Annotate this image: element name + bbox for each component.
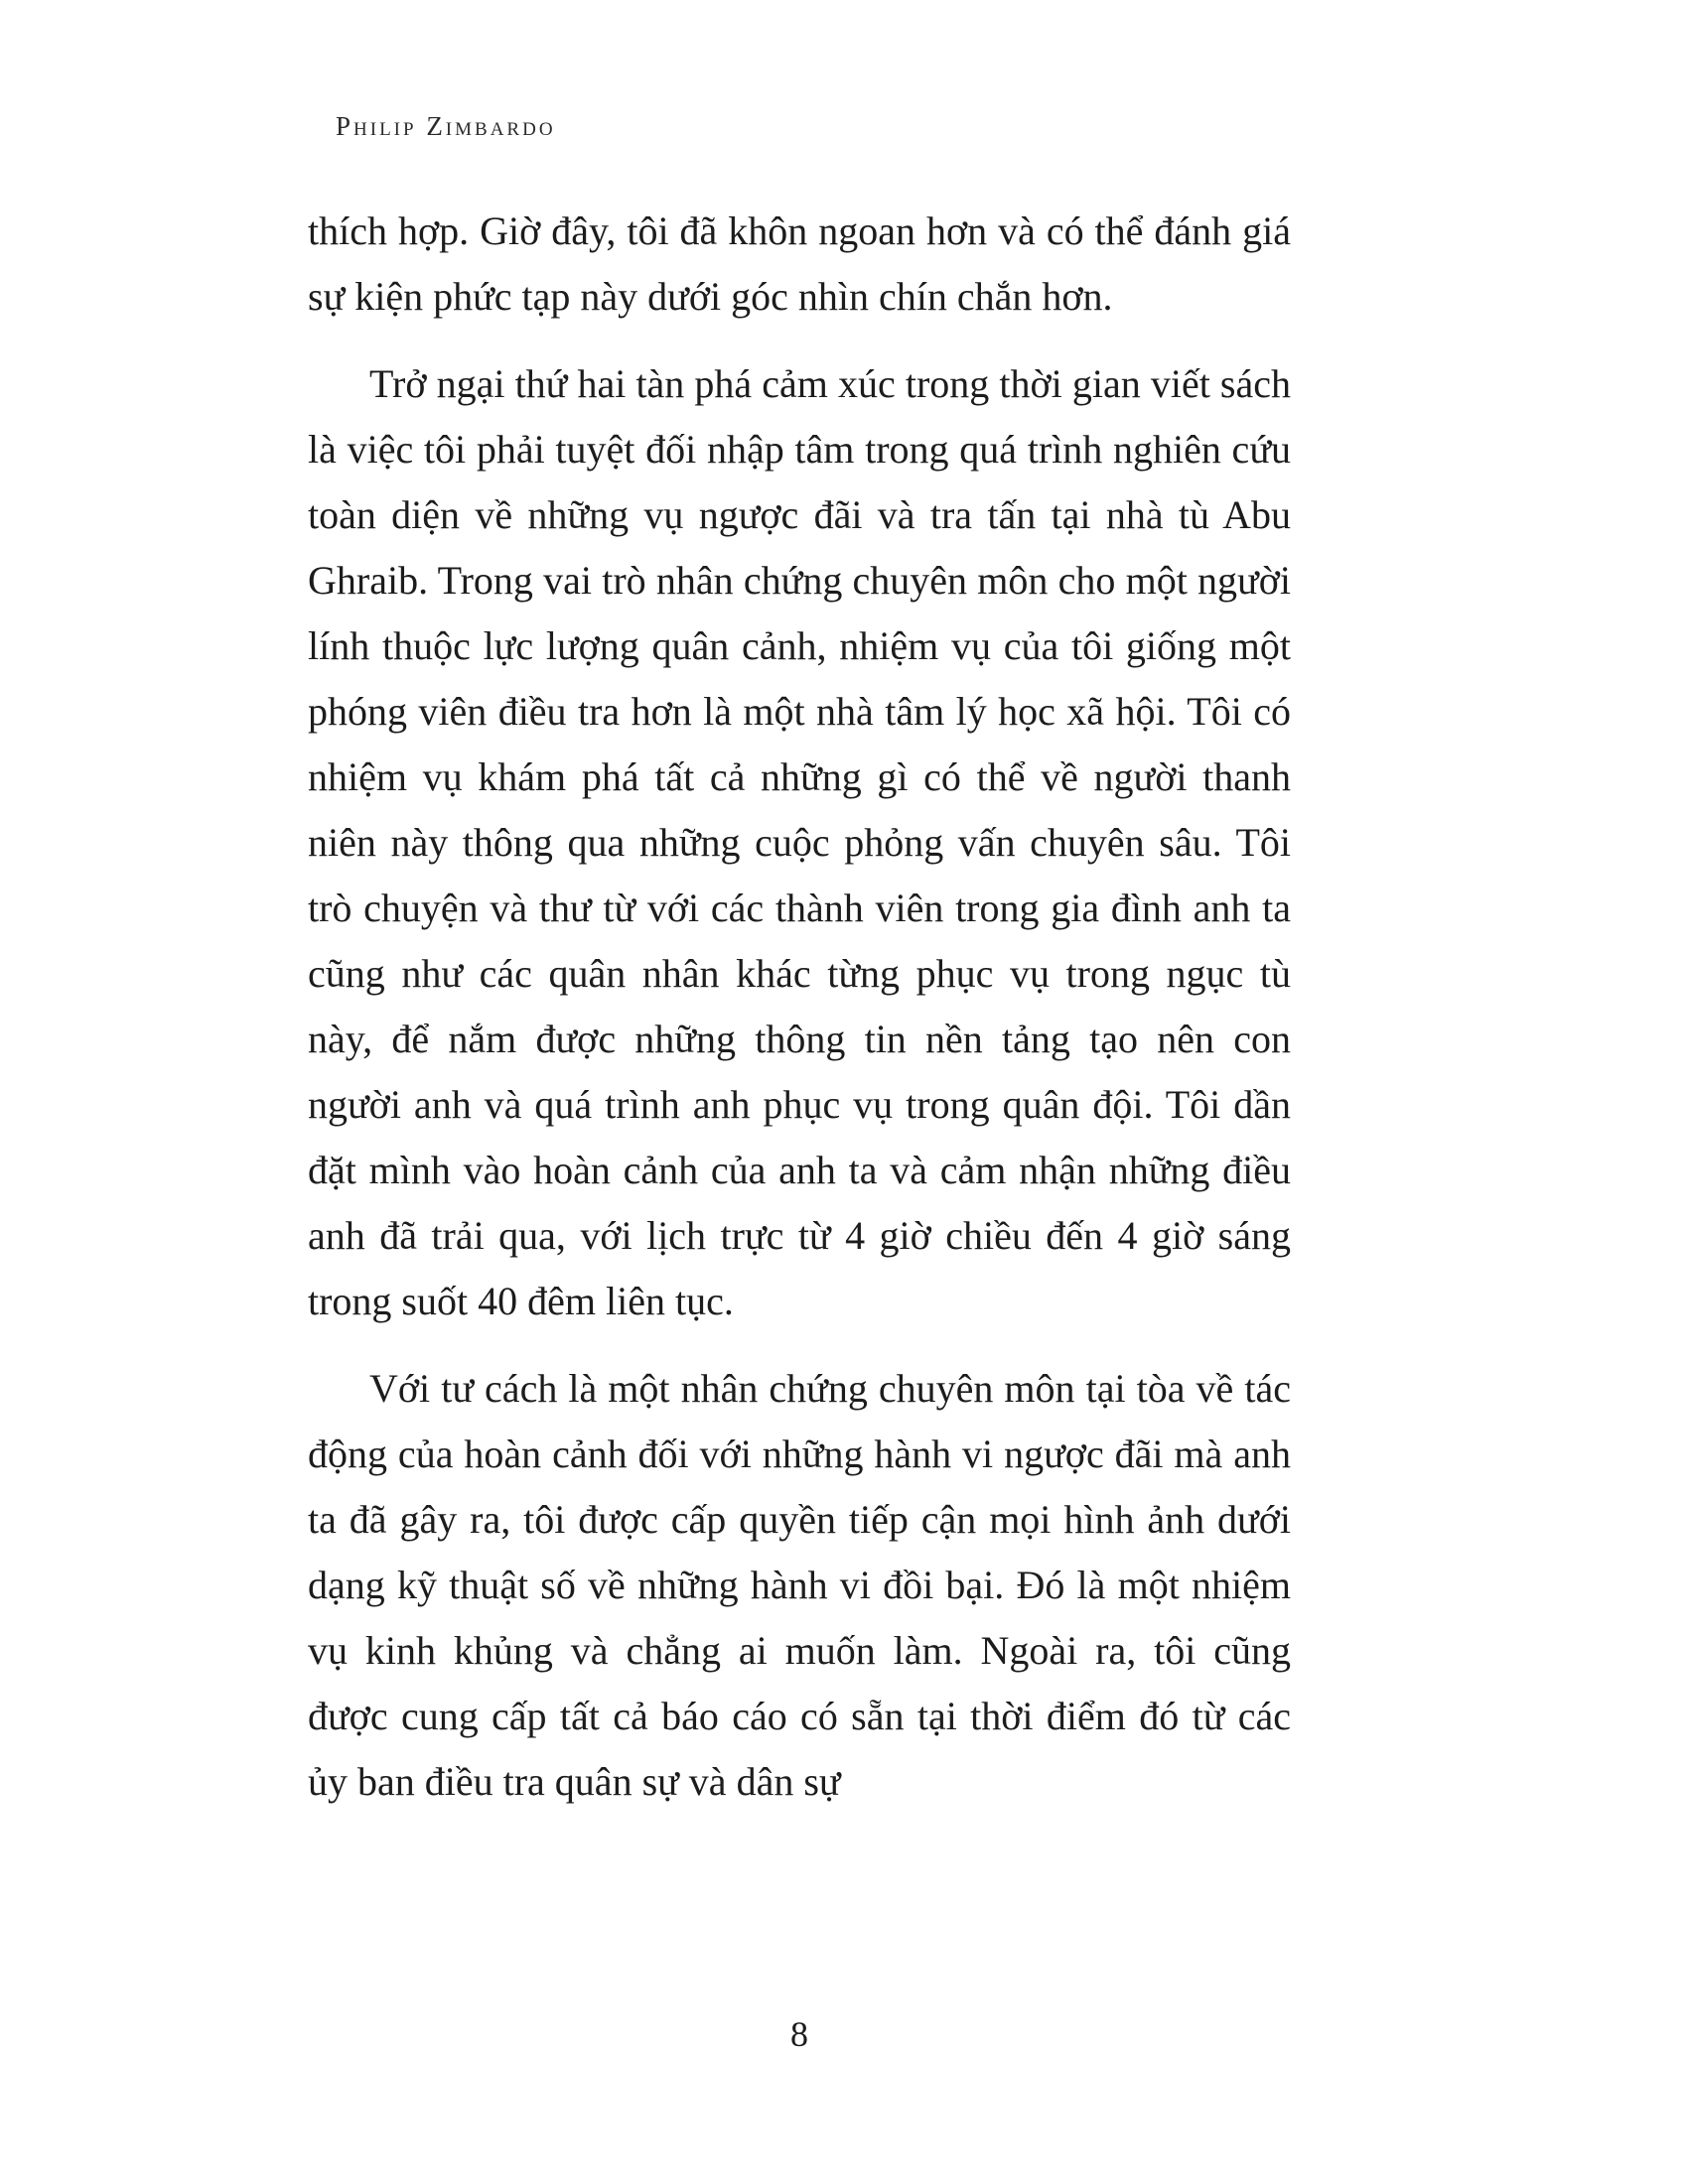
running-header-author: Philip Zimbardo xyxy=(336,111,556,141)
body-text xyxy=(308,199,1291,1815)
paragraph: Trở ngại thứ hai tàn phá cảm xúc trong thời gian viết sách là việc tôi phải tuyệt đối nhập tâm trong quá trình nghiên cứu toàn diện về những vụ ngược đãi và tra tấn tại nhà tù Abu Ghraib. Trong vai trò nhân chứng chuyên môn cho một người lính thuộc lực lượng quân cảnh, nhiệm vụ của tôi giống một phóng viên điều tra hơn là một nhà tâm lý học xã hội. Tôi có nhiệm vụ khám phá tất cả những gì có thể về người thanh niên này thông qua những cuộc phỏng vấn chuyên sâu. Tôi trò chuyện và thư từ với các thành viên trong gia đình anh ta cũng như các quân nhân khác từng phục vụ trong ngục tù này, để nắm được những thông tin nền tảng tạo nên con người anh và quá trình anh phục vụ trong quân đội. Tôi dần đặt mình vào hoàn cảnh của anh ta và cảm nhận những điều anh đã trải qua, với lịch trực từ 4 giờ chiều đến 4 giờ sáng trong suốt 40 đêm liên tục. xyxy=(308,361,1291,1323)
paragraph: thích hợp. Giờ đây, tôi đã khôn ngoan hơn và có thể đánh giá sự kiện phức tạp này dưới góc nhìn chín chắn hơn. xyxy=(308,208,1291,319)
page-number: 8 xyxy=(790,2014,808,2054)
paragraph: Với tư cách là một nhân chứng chuyên môn tại tòa về tác động của hoàn cảnh đối với những hành vi ngược đãi mà anh ta đã gây ra, tôi được cấp quyền tiếp cận mọi hình ảnh dưới dạng kỹ thuật số về những hành vi đồi bại. Đó là một nhiệm vụ kinh khủng và chẳng ai muốn làm. Ngoài ra, tôi cũng được cung cấp tất cả báo cáo có sẵn tại thời điểm đó từ các ủy ban điều tra quân sự và dân sự xyxy=(308,1366,1291,1804)
